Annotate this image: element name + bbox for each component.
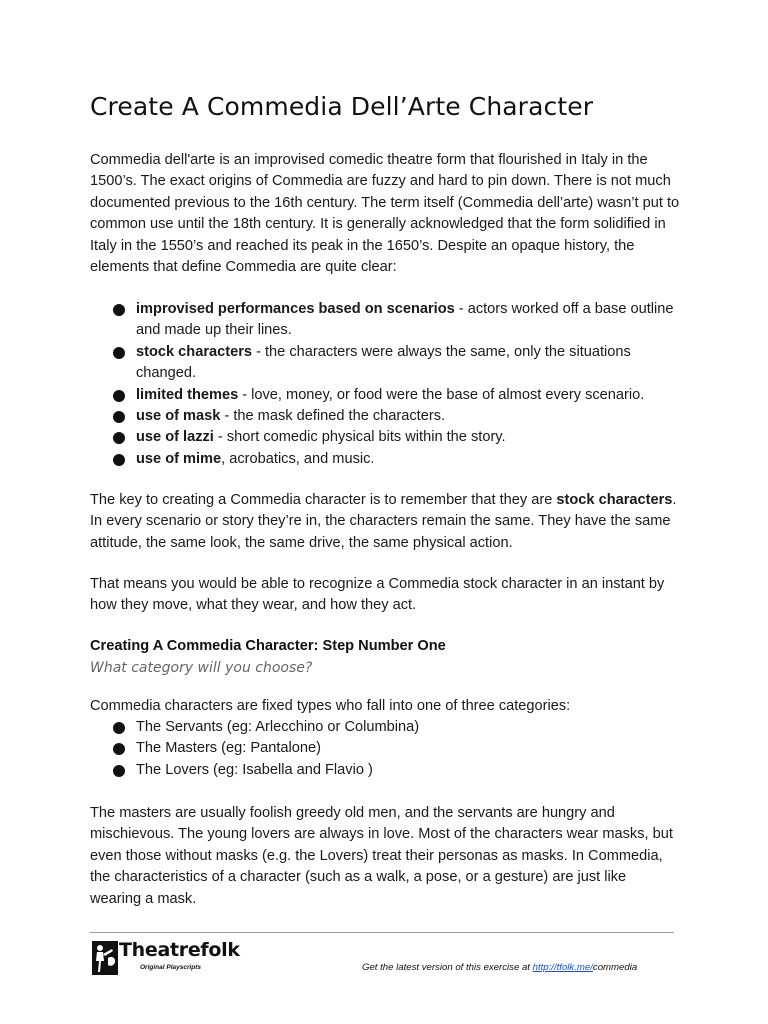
key-paragraph: The key to creating a Commedia character is to remember that they are stock characters. In every scenario or story they’re in, the characters remain the same. They have the same attitude, the same look, the same drive, the same physical action.	[90, 492, 677, 551]
theatrefolk-logo	[92, 939, 240, 977]
bullet-icon	[113, 765, 125, 777]
list-item: The Masters (eg: Pantalone)	[90, 738, 680, 759]
list-item: use of mask - the mask defined the characters.	[90, 406, 680, 427]
list-item: limited themes - love, money, or food were the base of almost every scenario.	[90, 385, 680, 406]
footer-link[interactable]: http://tfolk.me/	[532, 962, 593, 973]
bullet-icon	[113, 390, 125, 402]
bullet-icon	[113, 347, 125, 359]
brand-tagline: Original Playscripts	[140, 964, 202, 971]
elements-list	[90, 299, 680, 470]
step-subheading: What category will you choose?	[90, 660, 313, 676]
categories-list	[90, 717, 680, 781]
list-item: improvised performances based on scenarios - actors worked off a base outline and made up their lines.	[90, 299, 680, 342]
list-item: use of lazzi - short comedic physical bits within the story.	[90, 427, 680, 448]
bullet-icon	[113, 454, 125, 466]
footer-note: Get the latest version of this exercise at http://tfolk.me/commedia	[362, 962, 638, 973]
masters-paragraph: The masters are usually foolish greedy old men, and the servants are hungry and mischievous. The young lovers are always in love. Most of the characters wear masks, but even those without masks (e.g. the Lovers) treat their personas as masks. In Commedia, the characteristics of a character (such as a walk, a pose, or a gesture) are just like wearing a mask.	[90, 805, 673, 907]
list-item: stock characters - the characters were always the same, only the situations changed.	[90, 342, 680, 385]
theatre-mask-figure-icon	[92, 941, 118, 975]
list-item: The Lovers (eg: Isabella and Flavio )	[90, 760, 680, 781]
brand-name: Theatrefolk	[119, 939, 240, 961]
step-heading: Creating A Commedia Character: Step Number One	[90, 638, 446, 654]
bullet-icon	[113, 743, 125, 755]
list-item: The Servants (eg: Arlecchino or Columbina)	[90, 717, 680, 738]
bullet-icon	[113, 722, 125, 734]
bullet-icon	[113, 432, 125, 444]
intro-paragraph: Commedia dell'arte is an improvised comedic theatre form that flourished in Italy in the 1500’s. The exact origins of Commedia are fuzzy and hard to pin down. There is not much documented previous to the 16th century. The term itself (Commedia dell’arte) wasn’t put to common use until the 18th century. It is generally acknowledged that the form solidified in Italy in the 1550’s and reached its peak in the 1650’s. Despite an opaque history, the elements that define Commedia are quite clear:	[90, 152, 680, 276]
page-title: Create A Commedia Dell’Arte Character	[90, 92, 594, 121]
bullet-icon	[113, 304, 125, 316]
bullet-icon	[113, 411, 125, 423]
list-item: use of mime, acrobatics, and music.	[90, 449, 680, 470]
footer-divider	[90, 932, 674, 933]
categories-intro: Commedia characters are fixed types who fall into one of three categories:	[90, 698, 571, 714]
recognize-paragraph: That means you would be able to recognize a Commedia stock character in an instant by how they move, what they wear, and how they act.	[90, 576, 665, 614]
